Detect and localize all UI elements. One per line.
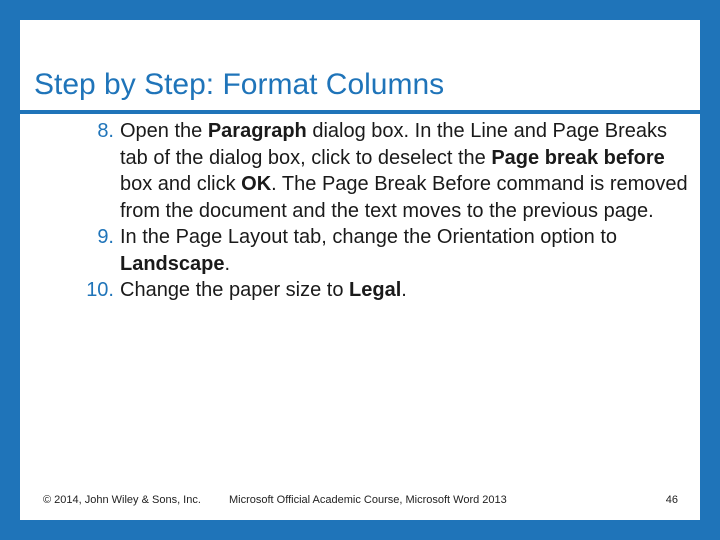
step-number: 10. [86,279,114,301]
step-number: 8. [97,120,114,142]
step-number: 9. [97,226,114,248]
step-text-bold: Landscape [120,252,225,275]
step-item [68,277,698,304]
slide-title: Step by Step: Format Columns [34,68,445,101]
step-text-bold: Page break before [491,146,665,169]
step-text-bold: Legal [349,279,402,301]
step-item [68,118,698,224]
step-text: . The Page Break Before command is removed from the document and the text moves to the previous page. [120,173,688,222]
title-divider [20,110,700,114]
step-list [68,118,698,304]
step-text: dialog box. In the Line and Page Breaks tab of the dialog box, click to deselect the [120,120,668,169]
step-text-bold: Paragraph [207,120,307,142]
footer-course: Microsoft Official Academic Course, Microsoft Word 2013 [229,494,507,506]
step-text: Open the [120,120,208,142]
step-text-bold: OK [241,173,272,195]
step-item [68,224,698,277]
page-number: 46 [665,494,678,506]
step-text: . [401,279,407,301]
step-text: . [224,252,231,275]
step-text: box and click [120,173,242,195]
slide [20,20,700,520]
step-text: Change the paper size to [120,279,350,301]
step-text: In the Page Layout tab, change the Orientation option to [120,226,618,248]
footer-copyright: © 2014, John Wiley & Sons, Inc. [43,494,201,506]
